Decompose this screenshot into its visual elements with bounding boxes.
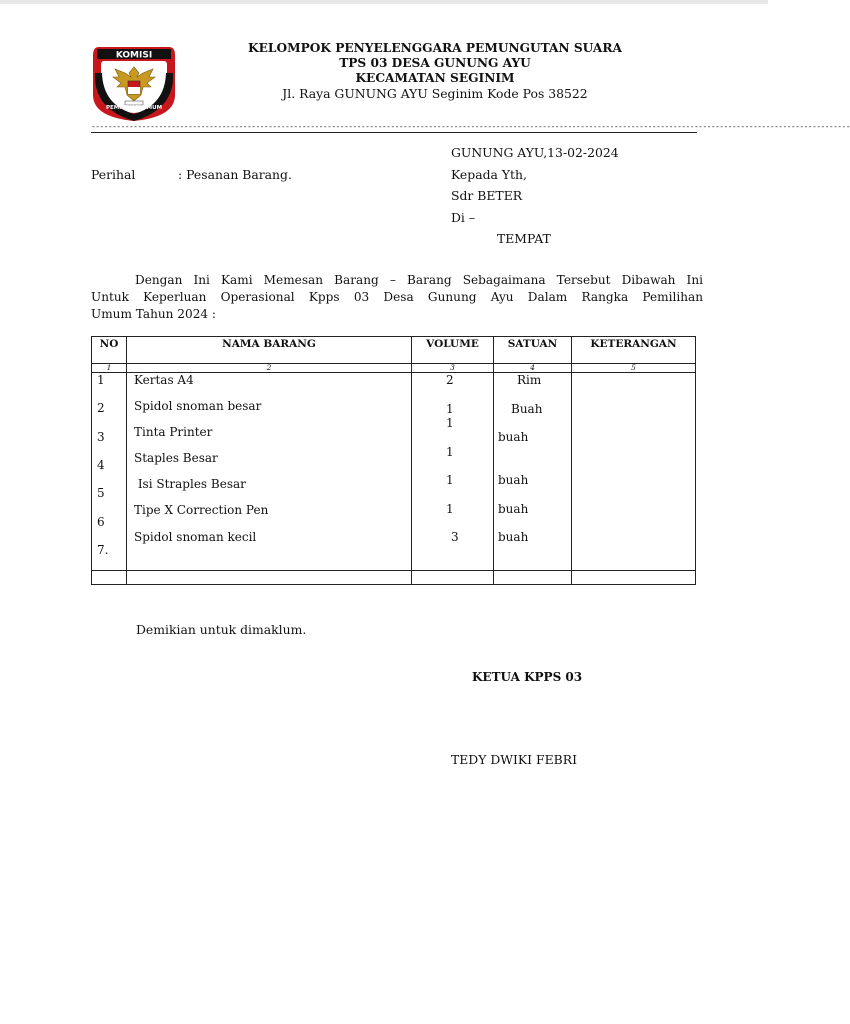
logo-bottom-text: PEMILIHAN UMUM bbox=[105, 105, 163, 111]
row-number: 2 bbox=[97, 401, 105, 415]
recipient-line3: Di – bbox=[451, 210, 476, 225]
subject-value: : Pesanan Barang. bbox=[178, 167, 292, 182]
empty-cell bbox=[412, 571, 494, 585]
logo-top-text: KOMISI bbox=[115, 50, 153, 61]
header-nama-barang: NAMA BARANG bbox=[127, 337, 412, 364]
letter-date: GUNUNG AYU,13-02-2024 bbox=[451, 145, 619, 160]
header-keterangan: KETERANGAN bbox=[572, 337, 696, 364]
subject-label: Perihal bbox=[91, 167, 136, 182]
letterhead-rule bbox=[91, 132, 697, 133]
no-cell bbox=[92, 373, 127, 571]
row-number: 6 bbox=[97, 515, 105, 529]
page-top-edge bbox=[0, 0, 768, 4]
column-number: 2 bbox=[127, 364, 412, 373]
empty-cell bbox=[127, 571, 412, 585]
empty-cell bbox=[572, 571, 696, 585]
item-unit: buah bbox=[498, 502, 529, 516]
item-name: Tipe X Correction Pen bbox=[134, 503, 269, 517]
item-name: Isi Straples Besar bbox=[134, 477, 246, 491]
item-volume: 3 bbox=[451, 530, 459, 544]
row-number: 7. bbox=[97, 543, 109, 557]
letterhead-line2: TPS 03 DESA GUNUNG AYU bbox=[339, 56, 531, 70]
row-number: 3 bbox=[97, 430, 105, 444]
item-name: Tinta Printer bbox=[134, 425, 213, 439]
recipient-line1: Kepada Yth, bbox=[451, 167, 527, 182]
row-number: 1 bbox=[97, 373, 105, 387]
volume-cell bbox=[412, 373, 494, 571]
item-unit: buah bbox=[498, 430, 529, 444]
item-name: Spidol snoman kecil bbox=[134, 530, 257, 544]
paragraph-line1: Dengan Ini Kami Memesan Barang – Barang Sebagaimana Tersebut Dibawah Ini bbox=[135, 273, 703, 287]
satuan-cell bbox=[494, 373, 572, 571]
letterhead-address: Jl. Raya GUNUNG AYU Seginim Kode Pos 38522 bbox=[282, 86, 588, 101]
empty-cell bbox=[92, 571, 127, 585]
header-satuan: SATUAN bbox=[494, 337, 572, 364]
item-volume: 1 bbox=[446, 445, 454, 459]
column-number: 4 bbox=[494, 364, 572, 373]
order-table bbox=[91, 336, 696, 585]
letterhead-line3: KECAMATAN SEGINIM bbox=[355, 71, 515, 85]
item-unit: Rim bbox=[517, 373, 542, 387]
signatory-role: KETUA KPPS 03 bbox=[472, 670, 583, 684]
kpu-logo bbox=[91, 43, 177, 123]
item-volume: 1 bbox=[446, 473, 454, 487]
table-body-row bbox=[92, 373, 696, 571]
item-name: Kertas A4 bbox=[134, 373, 194, 387]
paragraph-line3: Umum Tahun 2024 : bbox=[91, 307, 217, 321]
letterhead-separator: ------------------------------------------------------------------------------------------------------------------------------------------------------------------------------------ bbox=[91, 122, 850, 131]
table-empty-row bbox=[92, 571, 696, 585]
column-number: 5 bbox=[572, 364, 696, 373]
item-cell bbox=[127, 373, 412, 571]
item-name: Spidol snoman besar bbox=[134, 399, 262, 413]
item-unit: Buah bbox=[511, 402, 543, 416]
closing-text: Demikian untuk dimaklum. bbox=[136, 622, 307, 637]
item-volume: 2 bbox=[446, 373, 454, 387]
signatory-name: TEDY DWIKI FEBRI bbox=[451, 752, 577, 767]
table-header-row bbox=[92, 337, 696, 364]
keterangan-cell bbox=[572, 373, 696, 571]
header-no: NO bbox=[92, 337, 127, 364]
item-volume: 1 bbox=[446, 416, 454, 430]
column-number: 1 bbox=[92, 364, 127, 373]
body-paragraph bbox=[91, 272, 703, 323]
row-number: 4 bbox=[97, 458, 105, 472]
item-volume: 1 bbox=[446, 502, 454, 516]
item-name: Staples Besar bbox=[134, 451, 218, 465]
item-volume: 1 bbox=[446, 402, 454, 416]
column-number-row bbox=[92, 364, 696, 373]
item-unit: buah bbox=[498, 530, 529, 544]
row-number: 5 bbox=[97, 486, 105, 500]
empty-cell bbox=[494, 571, 572, 585]
recipient-line4: TEMPAT bbox=[497, 231, 551, 246]
recipient-line2: Sdr BETER bbox=[451, 188, 523, 203]
header-volume: VOLUME bbox=[412, 337, 494, 364]
paragraph-line2: Untuk Keperluan Operasional Kpps 03 Desa Gunung Ayu Dalam Rangka Pemilihan bbox=[91, 290, 703, 304]
column-number: 3 bbox=[412, 364, 494, 373]
letterhead-line1: KELOMPOK PENYELENGGARA PEMUNGUTAN SUARA bbox=[248, 41, 622, 55]
item-unit: buah bbox=[498, 473, 529, 487]
